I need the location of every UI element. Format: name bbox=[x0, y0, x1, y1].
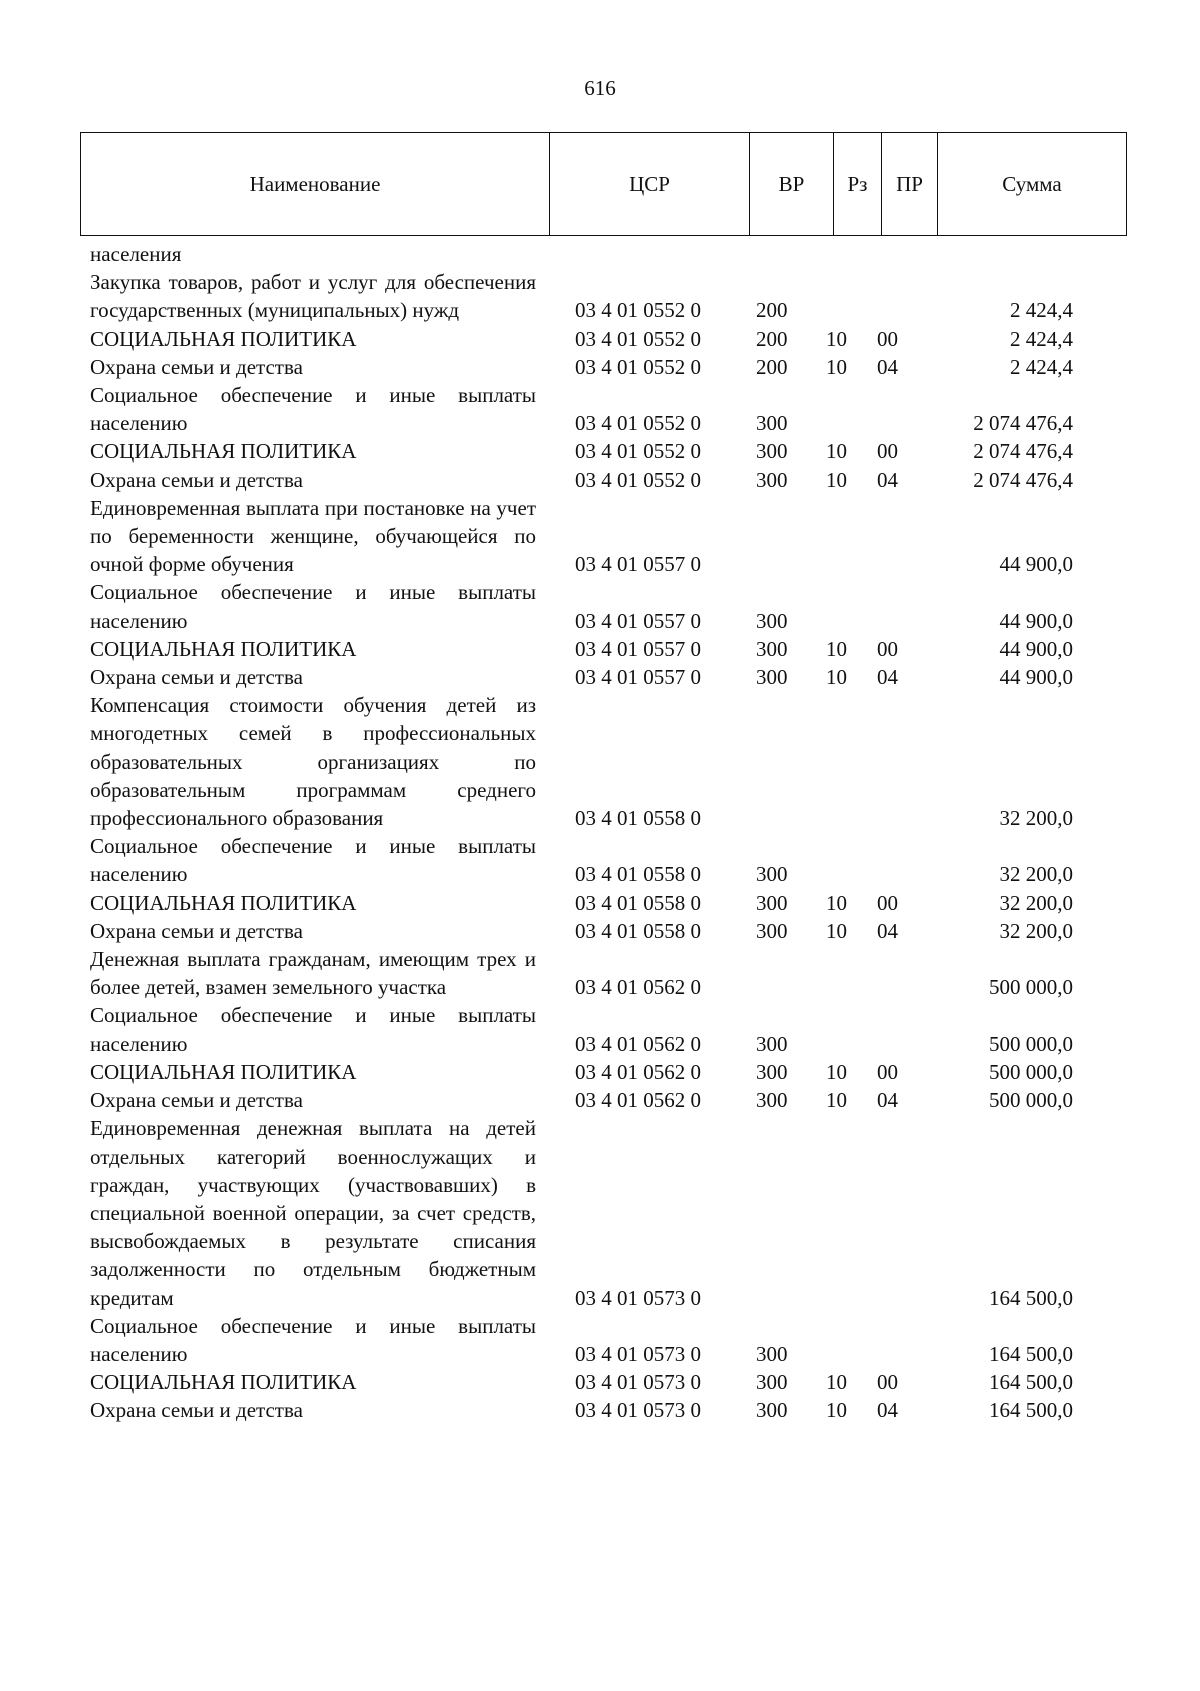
row-rz: 10 bbox=[826, 439, 847, 464]
row-csr: 03 4 01 0573 0 bbox=[575, 1398, 701, 1423]
row-csr: 03 4 01 0558 0 bbox=[575, 862, 701, 887]
row-csr: 03 4 01 0552 0 bbox=[575, 467, 701, 492]
row-csr: 03 4 01 0552 0 bbox=[575, 354, 701, 379]
table-row bbox=[0, 494, 1200, 579]
table-row bbox=[0, 635, 1200, 663]
row-sum: 32 200,0 bbox=[999, 862, 1073, 887]
row-pr: 00 bbox=[877, 1370, 898, 1395]
row-name: Единовременная выплата при постановке на учет по беременности женщине, обучающейся по очной форме обучения bbox=[90, 495, 536, 577]
row-rz: 10 bbox=[826, 1088, 847, 1113]
row-vr: 200 bbox=[756, 326, 788, 351]
row-name: Единовременная денежная выплата на детей отдельных категорий военнослужащих и граждан, участвующих (участвовавших) в специальной военной операции, за счет средств, высвобождаемых в результате списания задолженности по отдельным бюджетным кредитам bbox=[90, 1116, 536, 1310]
table-row bbox=[0, 325, 1200, 353]
table-row bbox=[0, 945, 1200, 1001]
row-sum: 2 074 476,4 bbox=[973, 411, 1073, 436]
table-row bbox=[0, 691, 1200, 832]
table-row bbox=[0, 466, 1200, 494]
table-row bbox=[0, 832, 1200, 888]
page-number: 616 bbox=[584, 76, 616, 100]
row-vr: 300 bbox=[756, 636, 788, 661]
row-vr: 300 bbox=[756, 1088, 788, 1113]
header-vr: ВР bbox=[750, 133, 834, 235]
row-rz: 10 bbox=[826, 890, 847, 915]
row-sum: 2 424,4 bbox=[1010, 298, 1073, 323]
row-name: Социальное обеспечение и иные выплаты населению bbox=[90, 383, 536, 436]
row-csr: 03 4 01 0557 0 bbox=[575, 608, 701, 633]
row-pr: 00 bbox=[877, 636, 898, 661]
table-row bbox=[0, 1114, 1200, 1311]
row-name: Закупка товаров, работ и услуг для обеспечения государственных (муниципальных) нужд bbox=[90, 270, 536, 323]
row-name: Социальное обеспечение и иные выплаты населению bbox=[90, 580, 536, 633]
row-name: СОЦИАЛЬНАЯ ПОЛИТИКА bbox=[90, 890, 357, 915]
row-vr: 300 bbox=[756, 665, 788, 690]
row-pr: 00 bbox=[877, 1059, 898, 1084]
row-sum: 164 500,0 bbox=[989, 1370, 1073, 1395]
row-sum: 500 000,0 bbox=[989, 1031, 1073, 1056]
row-name: СОЦИАЛЬНАЯ ПОЛИТИКА bbox=[90, 636, 357, 661]
row-vr: 300 bbox=[756, 1341, 788, 1366]
table-row bbox=[0, 1368, 1200, 1396]
row-vr: 300 bbox=[756, 439, 788, 464]
row-sum: 44 900,0 bbox=[999, 552, 1073, 577]
table-row bbox=[0, 1001, 1200, 1057]
row-csr: 03 4 01 0557 0 bbox=[575, 665, 701, 690]
row-rz: 10 bbox=[826, 918, 847, 943]
table-row bbox=[0, 889, 1200, 917]
row-pr: 00 bbox=[877, 439, 898, 464]
row-vr: 300 bbox=[756, 1031, 788, 1056]
row-rz: 10 bbox=[826, 326, 847, 351]
row-name: Охрана семьи и детства bbox=[90, 918, 303, 943]
row-vr: 300 bbox=[756, 862, 788, 887]
header-pr: ПР bbox=[882, 133, 938, 235]
row-sum: 2 074 476,4 bbox=[973, 439, 1073, 464]
row-sum: 500 000,0 bbox=[989, 975, 1073, 1000]
row-sum: 44 900,0 bbox=[999, 608, 1073, 633]
row-name: Охрана семьи и детства bbox=[90, 354, 303, 379]
row-pr: 04 bbox=[877, 354, 898, 379]
row-rz: 10 bbox=[826, 665, 847, 690]
row-name: Охрана семьи и детства bbox=[90, 1088, 303, 1113]
row-csr: 03 4 01 0558 0 bbox=[575, 806, 701, 831]
table-row bbox=[0, 1086, 1200, 1114]
table-row bbox=[0, 240, 1200, 268]
row-csr: 03 4 01 0573 0 bbox=[575, 1285, 701, 1310]
header-csr: ЦСР bbox=[550, 133, 750, 235]
row-sum: 2 074 476,4 bbox=[973, 467, 1073, 492]
row-pr: 04 bbox=[877, 665, 898, 690]
table-row bbox=[0, 353, 1200, 381]
row-sum: 500 000,0 bbox=[989, 1059, 1073, 1084]
row-csr: 03 4 01 0558 0 bbox=[575, 918, 701, 943]
row-name: СОЦИАЛЬНАЯ ПОЛИТИКА bbox=[90, 326, 357, 351]
row-rz: 10 bbox=[826, 1398, 847, 1423]
row-name: Социальное обеспечение и иные выплаты населению bbox=[90, 1313, 536, 1366]
table-row bbox=[0, 381, 1200, 437]
row-name: СОЦИАЛЬНАЯ ПОЛИТИКА bbox=[90, 1059, 357, 1084]
table-row bbox=[0, 1396, 1200, 1424]
row-csr: 03 4 01 0562 0 bbox=[575, 1059, 701, 1084]
row-csr: 03 4 01 0573 0 bbox=[575, 1370, 701, 1395]
row-name: населения bbox=[90, 242, 182, 266]
row-name: Денежная выплата гражданам, имеющим трех и более детей, взамен земельного участка bbox=[90, 947, 536, 1000]
row-name: Охрана семьи и детства bbox=[90, 1398, 303, 1423]
row-csr: 03 4 01 0557 0 bbox=[575, 636, 701, 661]
table-body bbox=[0, 240, 1200, 1425]
table-row bbox=[0, 268, 1200, 324]
row-csr: 03 4 01 0552 0 bbox=[575, 326, 701, 351]
row-csr: 03 4 01 0552 0 bbox=[575, 298, 701, 323]
row-name: СОЦИАЛЬНАЯ ПОЛИТИКА bbox=[90, 439, 357, 464]
row-rz: 10 bbox=[826, 354, 847, 379]
row-name: Охрана семьи и детства bbox=[90, 467, 303, 492]
row-sum: 32 200,0 bbox=[999, 806, 1073, 831]
row-vr: 300 bbox=[756, 1398, 788, 1423]
row-csr: 03 4 01 0562 0 bbox=[575, 1031, 701, 1056]
header-name: Наименование bbox=[81, 133, 550, 235]
row-rz: 10 bbox=[826, 1370, 847, 1395]
row-rz: 10 bbox=[826, 467, 847, 492]
row-rz: 10 bbox=[826, 1059, 847, 1084]
row-pr: 04 bbox=[877, 1398, 898, 1423]
row-csr: 03 4 01 0558 0 bbox=[575, 890, 701, 915]
table-row bbox=[0, 437, 1200, 465]
row-sum: 2 424,4 bbox=[1010, 326, 1073, 351]
row-pr: 00 bbox=[877, 890, 898, 915]
table-row bbox=[0, 578, 1200, 634]
row-csr: 03 4 01 0573 0 bbox=[575, 1341, 701, 1366]
row-vr: 300 bbox=[756, 918, 788, 943]
table-row bbox=[0, 1312, 1200, 1368]
row-sum: 164 500,0 bbox=[989, 1398, 1073, 1423]
row-sum: 500 000,0 bbox=[989, 1088, 1073, 1113]
row-csr: 03 4 01 0557 0 bbox=[575, 552, 701, 577]
row-pr: 04 bbox=[877, 918, 898, 943]
row-vr: 300 bbox=[756, 890, 788, 915]
row-sum: 44 900,0 bbox=[999, 665, 1073, 690]
row-name: СОЦИАЛЬНАЯ ПОЛИТИКА bbox=[90, 1370, 357, 1395]
row-vr: 300 bbox=[756, 411, 788, 436]
row-name: Охрана семьи и детства bbox=[90, 665, 303, 690]
table-row bbox=[0, 663, 1200, 691]
row-csr: 03 4 01 0552 0 bbox=[575, 411, 701, 436]
table-row bbox=[0, 1058, 1200, 1086]
table-row bbox=[0, 917, 1200, 945]
header-rz: Рз bbox=[834, 133, 882, 235]
row-vr: 300 bbox=[756, 467, 788, 492]
row-vr: 200 bbox=[756, 298, 788, 323]
row-csr: 03 4 01 0562 0 bbox=[575, 975, 701, 1000]
row-sum: 164 500,0 bbox=[989, 1341, 1073, 1366]
row-sum: 2 424,4 bbox=[1010, 354, 1073, 379]
row-rz: 10 bbox=[826, 636, 847, 661]
table-header bbox=[80, 132, 1127, 236]
row-csr: 03 4 01 0552 0 bbox=[575, 439, 701, 464]
row-sum: 32 200,0 bbox=[999, 890, 1073, 915]
row-name: Компенсация стоимости обучения детей из многодетных семей в профессиональных образовательных организациях по образовательным программам среднего профессионального образования bbox=[90, 693, 536, 831]
row-vr: 300 bbox=[756, 608, 788, 633]
row-name: Социальное обеспечение и иные выплаты населению bbox=[90, 1003, 536, 1056]
row-sum: 44 900,0 bbox=[999, 636, 1073, 661]
row-pr: 04 bbox=[877, 1088, 898, 1113]
row-pr: 00 bbox=[877, 326, 898, 351]
row-vr: 300 bbox=[756, 1370, 788, 1395]
row-sum: 32 200,0 bbox=[999, 918, 1073, 943]
row-vr: 300 bbox=[756, 1059, 788, 1084]
header-sum: Сумма bbox=[1002, 171, 1062, 196]
row-csr: 03 4 01 0562 0 bbox=[575, 1088, 701, 1113]
row-sum: 164 500,0 bbox=[989, 1285, 1073, 1310]
row-pr: 04 bbox=[877, 467, 898, 492]
row-vr: 200 bbox=[756, 354, 788, 379]
row-name: Социальное обеспечение и иные выплаты населению bbox=[90, 834, 536, 887]
